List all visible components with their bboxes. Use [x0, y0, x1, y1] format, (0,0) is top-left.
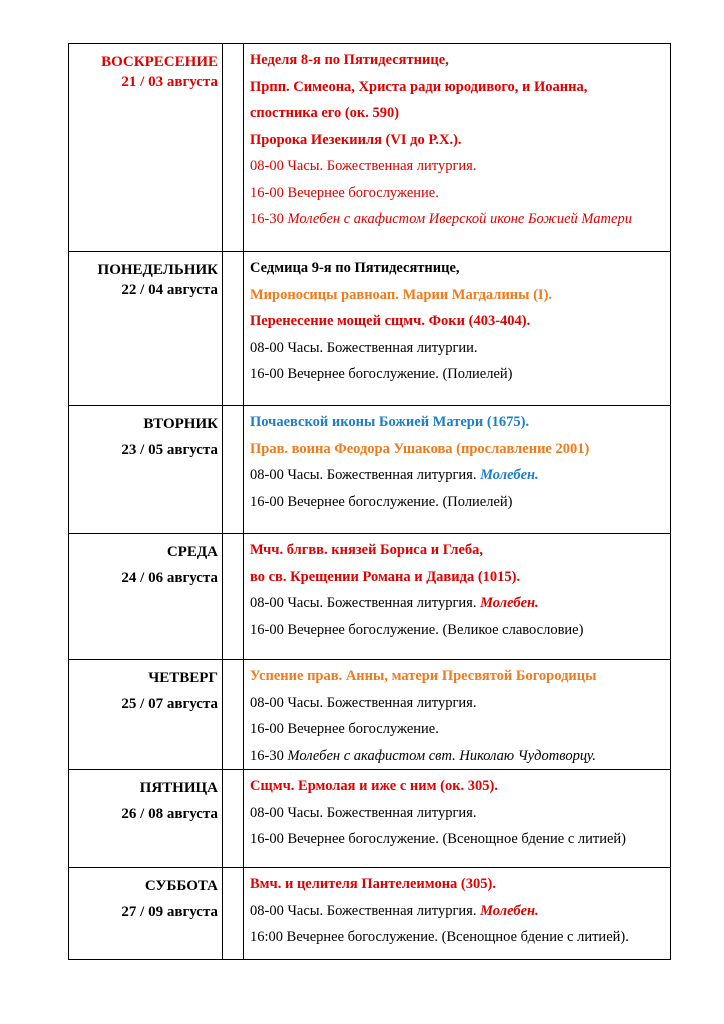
event-text: Перенесение мощей сщмч. Фоки (403-404). [250, 313, 531, 329]
events-cell [244, 534, 671, 660]
day-row [69, 770, 671, 868]
event-text: 08-00 Часы. Божественная литургия. [250, 595, 481, 611]
spacer-cell [223, 660, 244, 770]
event-line [250, 180, 670, 207]
day-cell [69, 770, 223, 868]
schedule-table [68, 43, 671, 960]
event-line [250, 100, 670, 127]
event-text: 08-00 Часы. Божественная литургия. [250, 158, 477, 174]
event-line [250, 153, 670, 180]
day-row [69, 868, 671, 960]
event-line [250, 308, 670, 335]
day-cell [69, 660, 223, 770]
event-text: Молебен. [480, 467, 539, 483]
event-line [250, 800, 670, 827]
event-text: 16-30 [250, 747, 288, 764]
day-name: ПОНЕДЕЛЬНИК [97, 262, 218, 278]
events-cell [244, 770, 671, 868]
spacer-cell [223, 868, 244, 960]
day-row [69, 252, 671, 406]
day-date: 22 / 04 августа [121, 282, 218, 298]
event-text: 16-30 [250, 211, 288, 227]
event-line [250, 361, 670, 388]
day-name: ВОСКРЕСЕНИЕ [101, 54, 218, 70]
event-text: 16-00 Вечернее богослужение. (Всенощное бдение с литией) [250, 831, 627, 847]
event-line [250, 462, 670, 489]
event-line [250, 564, 670, 591]
day-date: 24 / 06 августа [121, 570, 218, 586]
event-text: Сщмч. Ермолая и иже с ним (ок. 305). [250, 778, 499, 794]
day-cell [69, 252, 223, 406]
event-text: 08-00 Часы. Божественная литургия. [250, 467, 481, 483]
events-cell [244, 406, 671, 534]
day-name: СУББОТА [144, 878, 218, 894]
event-text: Молебен с акафистом Иверской иконе Божией Матери [287, 211, 632, 227]
day-date: 27 / 09 августа [121, 904, 218, 920]
day-date: 26 / 08 августа [121, 806, 218, 822]
event-text: Пророка Иезекииля (VI до Р.Х.). [250, 131, 462, 148]
event-text: во св. Крещении Романа и Давида (1015). [250, 568, 521, 585]
day-name: СРЕДА [166, 544, 218, 560]
event-line [250, 282, 670, 309]
day-date: 25 / 07 августа [121, 696, 218, 712]
day-name: ВТОРНИК [143, 416, 218, 432]
day-cell [69, 406, 223, 534]
event-text: 08-00 Часы. Божественная литургия. [250, 694, 477, 711]
event-line [250, 537, 670, 564]
event-line [250, 489, 670, 516]
event-text: Успение прав. Анны, матери Пресвятой Богородицы [250, 668, 597, 684]
event-text: Молебен с акафистом свт. Николаю Чудотворцу. [287, 747, 597, 764]
event-line [250, 47, 670, 74]
event-text: 16-00 Вечернее богослужение. [250, 184, 439, 201]
spacer-cell [223, 44, 244, 252]
event-line [250, 255, 670, 282]
event-text: Прпп. Симеона, Христа ради юродивого, и Иоанна, [250, 78, 588, 95]
spacer-cell [223, 534, 244, 660]
day-row [69, 534, 671, 660]
event-text: 08-00 Часы. Божественная литургия. [250, 902, 481, 919]
event-text: 16-00 Вечернее богослужение. (Полиелей) [250, 366, 513, 382]
event-line [250, 898, 670, 925]
event-line [250, 590, 670, 617]
event-line [250, 871, 670, 898]
event-text: спостника его (ок. 590) [250, 105, 400, 121]
event-text: Седмица 9-я по Пятидесятнице, [250, 260, 460, 276]
day-cell [69, 868, 223, 960]
event-line [250, 690, 670, 717]
event-line [250, 924, 670, 951]
day-cell [69, 534, 223, 660]
event-text: 08-00 Часы. Божественная литургии. [250, 339, 478, 356]
event-text: Неделя 8-я по Пятидесятнице, [250, 52, 449, 68]
day-row [69, 660, 671, 770]
event-line [250, 743, 670, 770]
event-line [250, 335, 670, 362]
day-name: ЧЕТВЕРГ [148, 670, 218, 686]
events-cell [244, 660, 671, 770]
event-line [250, 826, 670, 853]
events-cell [244, 44, 671, 252]
event-text: Почаевской иконы Божией Матери (1675). [250, 414, 530, 430]
event-text: 16-00 Вечернее богослужение. [250, 721, 439, 737]
event-text: 16:00 Вечернее богослужение. (Всенощное бдение с литией). [250, 929, 629, 945]
event-line [250, 74, 670, 101]
day-row [69, 44, 671, 252]
day-name: ПЯТНИЦА [139, 780, 218, 796]
event-text: Вмч. и целителя Пантелеимона (305). [250, 876, 496, 892]
schedule-body [69, 44, 671, 960]
event-text: Прав. воина Феодора Ушакова (прославление 2001) [250, 440, 590, 457]
event-text: Молебен. [480, 902, 539, 919]
event-line [250, 409, 670, 436]
event-text: 16-00 Вечернее богослужение. (Полиелей) [250, 493, 513, 510]
spacer-cell [223, 406, 244, 534]
event-text: Молебен. [480, 595, 539, 611]
event-line [250, 127, 670, 154]
day-date: 21 / 03 августа [121, 74, 218, 90]
spacer-cell [223, 770, 244, 868]
event-text: Мчч. блгвв. князей Бориса и Глеба, [250, 542, 484, 558]
day-row [69, 406, 671, 534]
day-cell [69, 44, 223, 252]
event-line [250, 773, 670, 800]
events-cell [244, 252, 671, 406]
event-line [250, 716, 670, 743]
event-text: 16-00 Вечернее богослужение. (Великое славословие) [250, 621, 584, 638]
event-line [250, 206, 670, 233]
event-line [250, 436, 670, 463]
event-line [250, 663, 670, 690]
event-text: Мироносицы равноап. Марии Магдалины (I). [250, 286, 553, 303]
spacer-cell [223, 252, 244, 406]
event-text: 08-00 Часы. Божественная литургия. [250, 804, 477, 821]
event-line [250, 617, 670, 644]
day-date: 23 / 05 августа [121, 442, 218, 458]
events-cell [244, 868, 671, 960]
